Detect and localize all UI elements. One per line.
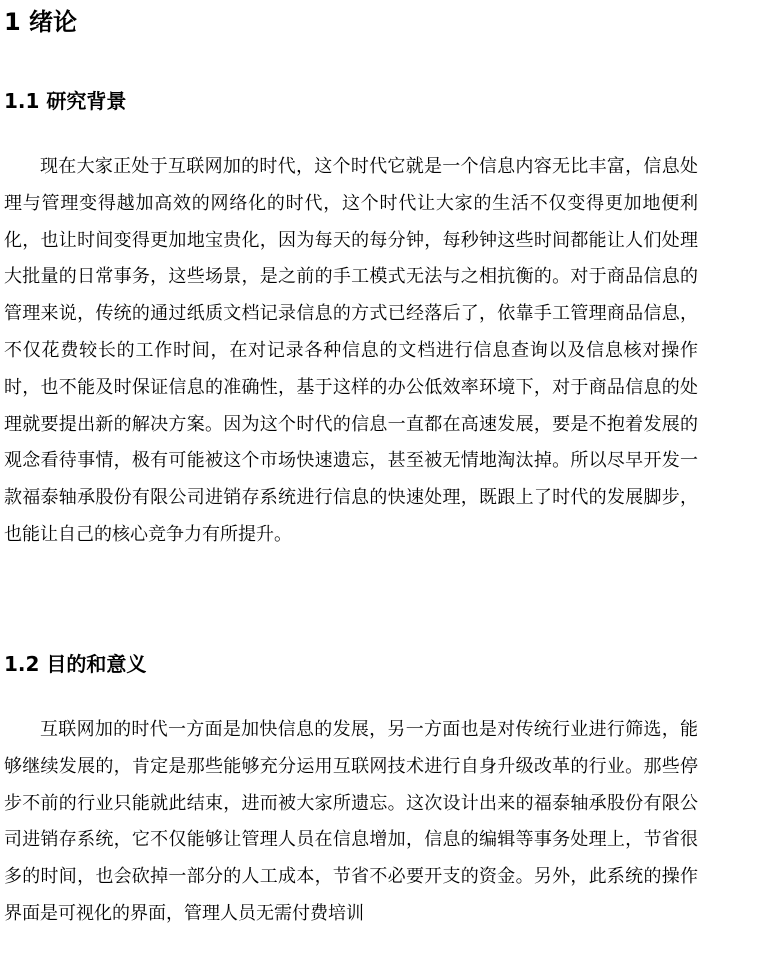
- section-heading-purpose-significance: 1.2 目的和意义: [4, 652, 147, 676]
- section-paragraph-research-background: 现在大家正处于互联网加的时代，这个时代它就是一个信息内容无比丰富，信息处理与管理变得越加高效的网络化的时代，这个时代让大家的生活不仅变得更加地便利化，也让时间变得更加地宝贵化，因为每天的每分钟，每秒钟这些时间都能让人们处理大批量的日常事务，这些场景，是之前的手工模式无法与之相抗衡的。对于商品信息的管理来说，传统的通过纸质文档记录信息的方式已经落后了，依靠手工管理商品信息，不仅花费较长的工作时间，在对记录各种信息的文档进行信息查询以及信息核对操作时，也不能及时保证信息的准确性，基于这样的办公低效率环境下，对于商品信息的处理就要提出新的解决方案。因为这个时代的信息一直都在高速发展，要是不抱着发展的观念看待事情，极有可能被这个市场快速遗忘，甚至被无情地淘汰掉。所以尽早开发一款福泰轴承股份有限公司进销存系统进行信息的快速处理，既跟上了时代的发展脚步，也能让自己的核心竞争力有所提升。: [4, 156, 698, 544]
- section-paragraph-purpose-significance: 互联网加的时代一方面是加快信息的发展，另一方面也是对传统行业进行筛选，能够继续发展的，肯定是那些能够充分运用互联网技术进行自身升级改革的行业。那些停步不前的行业只能就此结束，进而被大家所遗忘。这次设计出来的福泰轴承股份有限公司进销存系统，它不仅能够让管理人员在信息增加，信息的编辑等事务处理上，节省很多的时间，也会砍掉一部分的人工成本，节省不必要开支的资金。另外，此系统的操作界面是可视化的界面，管理人员无需付费培训: [4, 719, 698, 923]
- section-heading-research-background: 1.1 研究背景: [4, 89, 127, 113]
- chapter-title: 1 绪论: [4, 8, 78, 36]
